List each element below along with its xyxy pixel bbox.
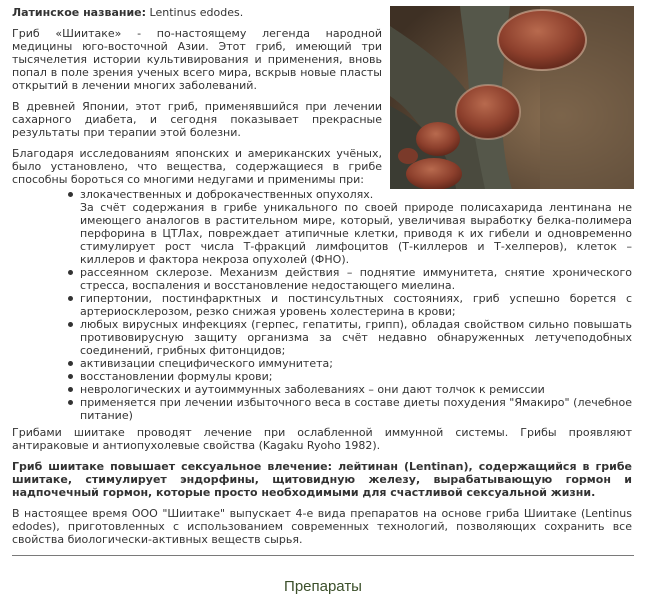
- list-item: применяется при лечении избыточного веса в составе диеты похудения "Ямакиро" (лечебное питание): [80, 396, 632, 422]
- list-item-first-line: злокачественных и доброкачественных опухолях.: [80, 188, 374, 201]
- list-item: неврологических и аутоиммунных заболеваниях – они дают толчок к ремиссии: [80, 383, 632, 396]
- list-item: [80, 188, 632, 266]
- divider: [12, 555, 634, 556]
- research-paragraph: Благодаря исследованиям японских и американских учёных, было установлено, что вещества, содержащиеся в грибе способны бороться со многими недугами и применимы при:: [12, 147, 382, 186]
- article-text: [12, 6, 632, 554]
- products-paragraph: В настоящее время ООО "Шиитаке" выпускает 4-е вида препаратов на основе гриба Шиитаке (Lentinus edodes), приготовленных с использованием современных технологий, позволяющих сохранить все свойства биологически-активных веществ сырья.: [12, 507, 632, 546]
- list-item: рассеянном склерозе. Механизм действия – поднятие иммунитета, снятие хронического стресса, воспаления и восстановление недостающего миелина.: [80, 266, 632, 292]
- latin-name-label: Латинское название:: [12, 6, 147, 19]
- list-item: любых вирусных инфекциях (герпес, гепатиты, грипп), обладая свойством сильно повышать противовирусную защиту организма за счёт недавно обнаруженных летучеподобных соединений, грибных фитонцидов;: [80, 318, 632, 357]
- latin-name-value: Lentinus edodes.: [146, 6, 244, 19]
- list-item: активизации специфического иммунитета;: [80, 357, 632, 370]
- products-link[interactable]: Препараты: [284, 578, 362, 595]
- latin-name-line: [12, 6, 382, 19]
- immune-paragraph: Грибами шиитаке проводят лечение при ослабленной иммунной системы. Грибы проявляют антираковые и антиопухолевые свойства (Kagaku Ryoho 1982).: [12, 426, 632, 452]
- sexual-paragraph: Гриб шиитаке повышает сексуальное влечение: лейтинан (Lentinan), содержащийся в грибе шиитаке, стимулирует эндорфины, щитовидную железу, вырабатывающую гормон и надпочечный гормон, которые просто необходимыми для счастливой сексуальной жизни.: [12, 460, 632, 499]
- japan-paragraph: В древней Японии, этот гриб, применявшийся при лечении сахарного диабета, и сегодня показывает прекрасные результаты при терапии этой болезни.: [12, 100, 382, 139]
- list-item: восстановлении формулы крови;: [80, 370, 632, 383]
- list-item-continuation: За счёт содержания в грибе уникального по своей природе полисахарида лентинана не имеющего аналогов в растительном мире, который, увеличивая выработку белка-полимера перфорина в ЦТЛах, повреждает атипичные клетки, приводя к их гибели и одновременно стимулирует рост числа Т-фракций лимфоцитов (Т-киллеров и Т-хелперов), клеток – киллеров и фактора некроза опухолей (ФНО).: [80, 201, 632, 266]
- intro-paragraph: Гриб «Шиитаке» - по-настоящему легенда народной медицины юго-восточной Азии. Этот гриб, имеющий три тысячелетия истории культивирования и применения, вновь попал в поле зрения ученых всего мира, вскрыв новые пласты открытий в лечении многих заболеваний.: [12, 27, 382, 92]
- list-item: гипертонии, постинфарктных и постинсультных состояниях, гриб успешно борется с артериосклерозом, резко снижая уровень холестерина в крови;: [80, 292, 632, 318]
- benefits-list: [12, 188, 632, 422]
